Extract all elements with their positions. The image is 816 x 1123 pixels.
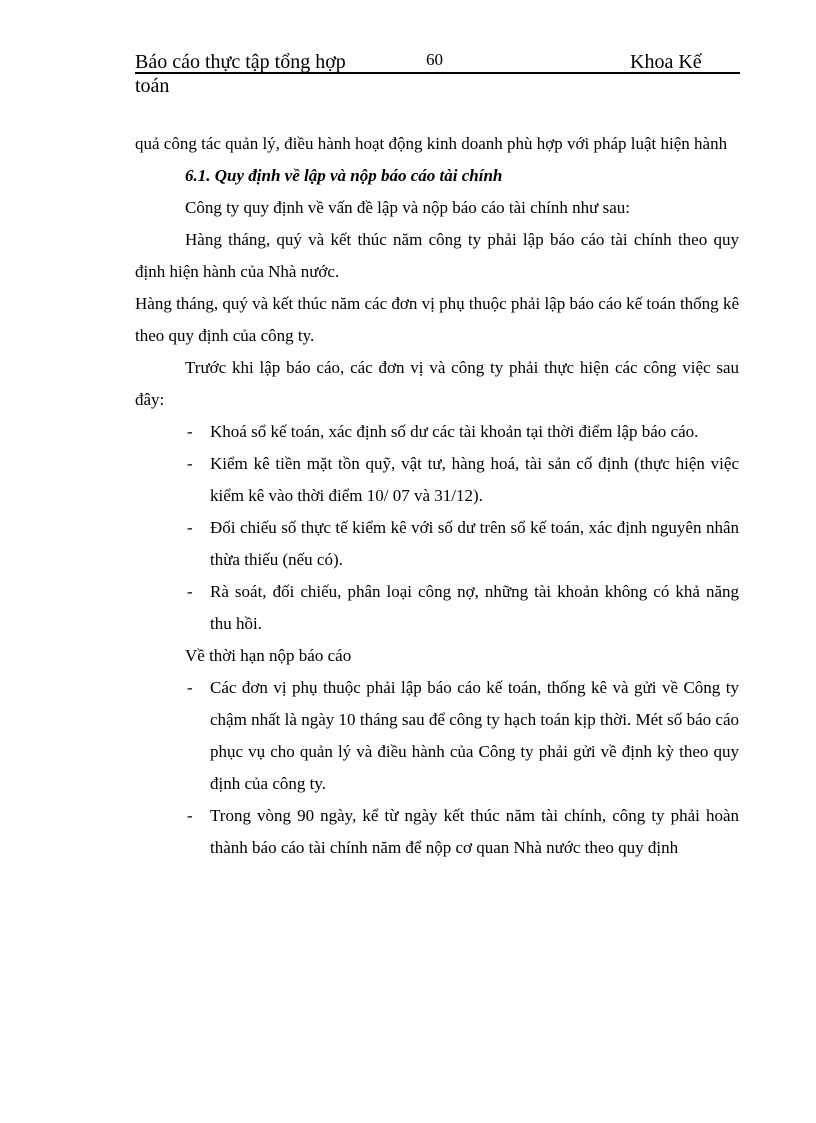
deadline-title: Về thời hạn nộp báo cáo xyxy=(185,646,352,665)
list-item xyxy=(135,416,739,448)
bullet-dash: - xyxy=(187,518,193,537)
bullet-dash: - xyxy=(187,454,193,473)
list-item-text: Đối chiếu số thực tế kiểm kê với số dư trên sổ kế toán, xác định nguyên nhân thừa thiếu (nếu có). xyxy=(210,518,739,569)
intro-continuation: quả công tác quản lý, điều hành hoạt động kinh doanh phù hợp với pháp luật hiện hành xyxy=(135,134,728,153)
bullet-dash: - xyxy=(187,422,193,441)
header-department-continued: toán xyxy=(135,75,170,97)
page-content xyxy=(135,128,739,864)
bullet-dash: - xyxy=(187,806,193,825)
bullet-dash: - xyxy=(187,678,193,697)
paragraph: Trước khi lập báo cáo, các đơn vị và công ty phải thực hiện các công việc sau đây: xyxy=(135,358,739,409)
list-item-text: Rà soát, đối chiếu, phân loại công nợ, những tài khoản không có khả năng thu hồi. xyxy=(210,582,739,633)
list-item-text: Khoá sổ kế toán, xác định số dư các tài khoản tại thời điểm lập báo cáo. xyxy=(210,422,699,441)
list-item xyxy=(135,512,739,576)
list-item xyxy=(135,448,739,512)
list-item-text: Các đơn vị phụ thuộc phải lập báo cáo kế toán, thống kê và gửi về Công ty chậm nhất là ngày 10 tháng sau để công ty hạch toán kịp thời. Mét số báo cáo phục vụ cho quản lý và điều hành của Công ty phải gửi về định kỳ theo quy định của công ty. xyxy=(210,678,739,793)
paragraph: Hàng tháng, quý và kết thúc năm công ty phải lập báo cáo tài chính theo quy định hiện hành của Nhà nước. xyxy=(135,230,739,281)
header-rule xyxy=(135,72,740,74)
list-item xyxy=(135,576,739,640)
bullet-dash: - xyxy=(187,582,193,601)
page-number: 60 xyxy=(426,50,443,69)
header-department: Khoa Kế xyxy=(630,51,702,73)
list-item xyxy=(135,672,739,800)
header-title: Báo cáo thực tập tổng hợp xyxy=(135,51,346,73)
paragraph: Hàng tháng, quý và kết thúc năm các đơn vị phụ thuộc phải lập báo cáo kế toán thống kê theo quy định của công ty. xyxy=(135,294,739,345)
list-item-text: Kiểm kê tiền mặt tồn quỹ, vật tư, hàng hoá, tài sản cố định (thực hiện việc kiểm kê vào thời điểm 10/ 07 và 31/12). xyxy=(210,454,739,505)
list-item-text: Trong vòng 90 ngày, kể từ ngày kết thúc năm tài chính, công ty phải hoàn thành báo cáo tài chính năm để nộp cơ quan Nhà nước theo quy định xyxy=(210,806,739,857)
section-heading: 6.1. Quy định về lập và nộp báo cáo tài chính xyxy=(185,166,503,185)
paragraph: Công ty quy định về vấn đề lập và nộp báo cáo tài chính như sau: xyxy=(185,198,630,217)
list-item xyxy=(135,800,739,864)
